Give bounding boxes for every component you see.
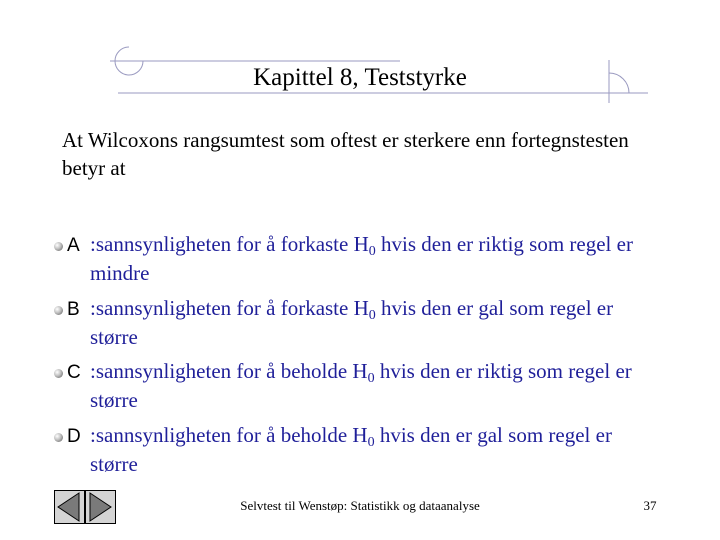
- question-text: At Wilcoxons rangsumtest som oftest er sterkere enn fortegnstesten betyr at: [62, 128, 629, 180]
- bullet-icon: [54, 369, 63, 378]
- option-letter: A: [67, 235, 80, 256]
- option-letter: B: [67, 299, 80, 320]
- right-decor-circle: [609, 73, 629, 93]
- slide-navigation: [54, 490, 116, 524]
- bullet-icon: [54, 433, 63, 442]
- page-number: 37: [643, 498, 657, 513]
- option-text: :sannsynligheten for å forkaste $H_0$ hvis den er gal som regel er større: [90, 296, 614, 349]
- footer-text: Selvtest til Wenstøp: Statistikk og dataanalyse: [240, 498, 480, 513]
- previous-slide-button[interactable]: [55, 491, 85, 524]
- option-text: :sannsynligheten for å beholde $H_0$ hvis den er riktig som regel er større: [90, 359, 632, 412]
- bullet-icon: [54, 242, 63, 251]
- next-slide-button[interactable]: [86, 491, 116, 524]
- option-text: :sannsynligheten for å beholde $H_0$ hvis den er gal som regel er større: [90, 423, 612, 476]
- slide-title: Kapittel 8, Teststyrke: [253, 64, 467, 91]
- option-letter: C: [67, 362, 81, 383]
- option-letter: D: [67, 426, 81, 447]
- option-text: :sannsynligheten for å forkaste $H_0$ hvis den er riktig som regel er mindre: [90, 232, 633, 285]
- bullet-icon: [54, 306, 63, 315]
